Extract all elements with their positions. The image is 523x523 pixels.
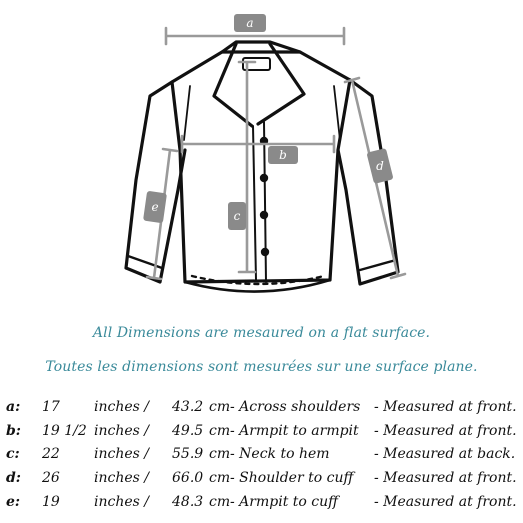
label-badge-d [366, 148, 393, 184]
measurement-note: - Measured at front. [374, 494, 517, 510]
measurement-inch-unit: inches / [94, 446, 149, 462]
measurement-note: - Measured at front. [374, 470, 517, 486]
measurement-cm-unit: cm [209, 399, 231, 415]
button-3 [260, 211, 268, 219]
label-badge-e [143, 191, 167, 223]
measurement-cm: 43.2 [172, 399, 204, 415]
measurement-key: e: [6, 494, 21, 510]
measurement-description: - Armpit to armpit [230, 423, 359, 439]
button-4 [261, 248, 269, 256]
measurement-key: c: [6, 446, 20, 462]
measurement-note: - Measured at back. [374, 446, 516, 462]
measurement-inches: 22 [42, 446, 60, 462]
measurement-description: - Across shoulders [230, 399, 361, 415]
measurement-row-d [0, 470, 523, 492]
measurement-row-e [0, 494, 523, 516]
measurement-cm-unit: cm [209, 423, 231, 439]
label-d: d [376, 159, 384, 173]
measurement-note: - Measured at front. [374, 423, 517, 439]
measure-line-c [239, 62, 255, 272]
label-e: e [151, 200, 159, 214]
button-2 [260, 174, 268, 182]
measurement-key: d: [6, 470, 21, 486]
measurement-row-a [0, 399, 523, 421]
measurement-inches: 17 [42, 399, 60, 415]
label-badge-a [234, 14, 266, 32]
measurement-description: - Neck to hem [230, 446, 330, 462]
label-b: b [279, 148, 287, 162]
measurement-description: - Armpit to cuff [230, 494, 339, 510]
measurement-inch-unit: inches / [94, 423, 149, 439]
measurement-description: - Shoulder to cuff [230, 470, 354, 486]
measurement-inches: 26 [42, 470, 60, 486]
caption-english: All Dimensions are mesaured on a flat surface. [92, 325, 431, 341]
measurement-cm: 49.5 [172, 423, 204, 439]
label-c: c [233, 209, 241, 223]
measurement-inch-unit: inches / [94, 470, 149, 486]
measurement-cm: 55.9 [172, 446, 204, 462]
measurement-inch-unit: inches / [94, 399, 149, 415]
measurement-inch-unit: inches / [94, 494, 149, 510]
measurement-cm-unit: cm [209, 470, 231, 486]
measurement-note: - Measured at front. [374, 399, 517, 415]
measure-line-b [182, 136, 334, 152]
measurement-inches: 19 [42, 494, 60, 510]
label-badge-b [268, 146, 298, 164]
measurement-row-b [0, 423, 523, 445]
measurement-cm: 48.3 [172, 494, 204, 510]
measurement-key: a: [6, 399, 21, 415]
measurement-inches: 19 1/2 [42, 423, 87, 439]
measurement-cm-unit: cm [209, 446, 231, 462]
label-badge-c [228, 202, 246, 230]
measurement-row-c [0, 446, 523, 468]
measurement-cm-unit: cm [209, 494, 231, 510]
label-a: a [246, 16, 254, 30]
measurement-key: b: [6, 423, 21, 439]
measurement-cm: 66.0 [172, 470, 204, 486]
caption-french: Toutes les dimensions sont mesurées sur une surface plane. [45, 359, 478, 375]
